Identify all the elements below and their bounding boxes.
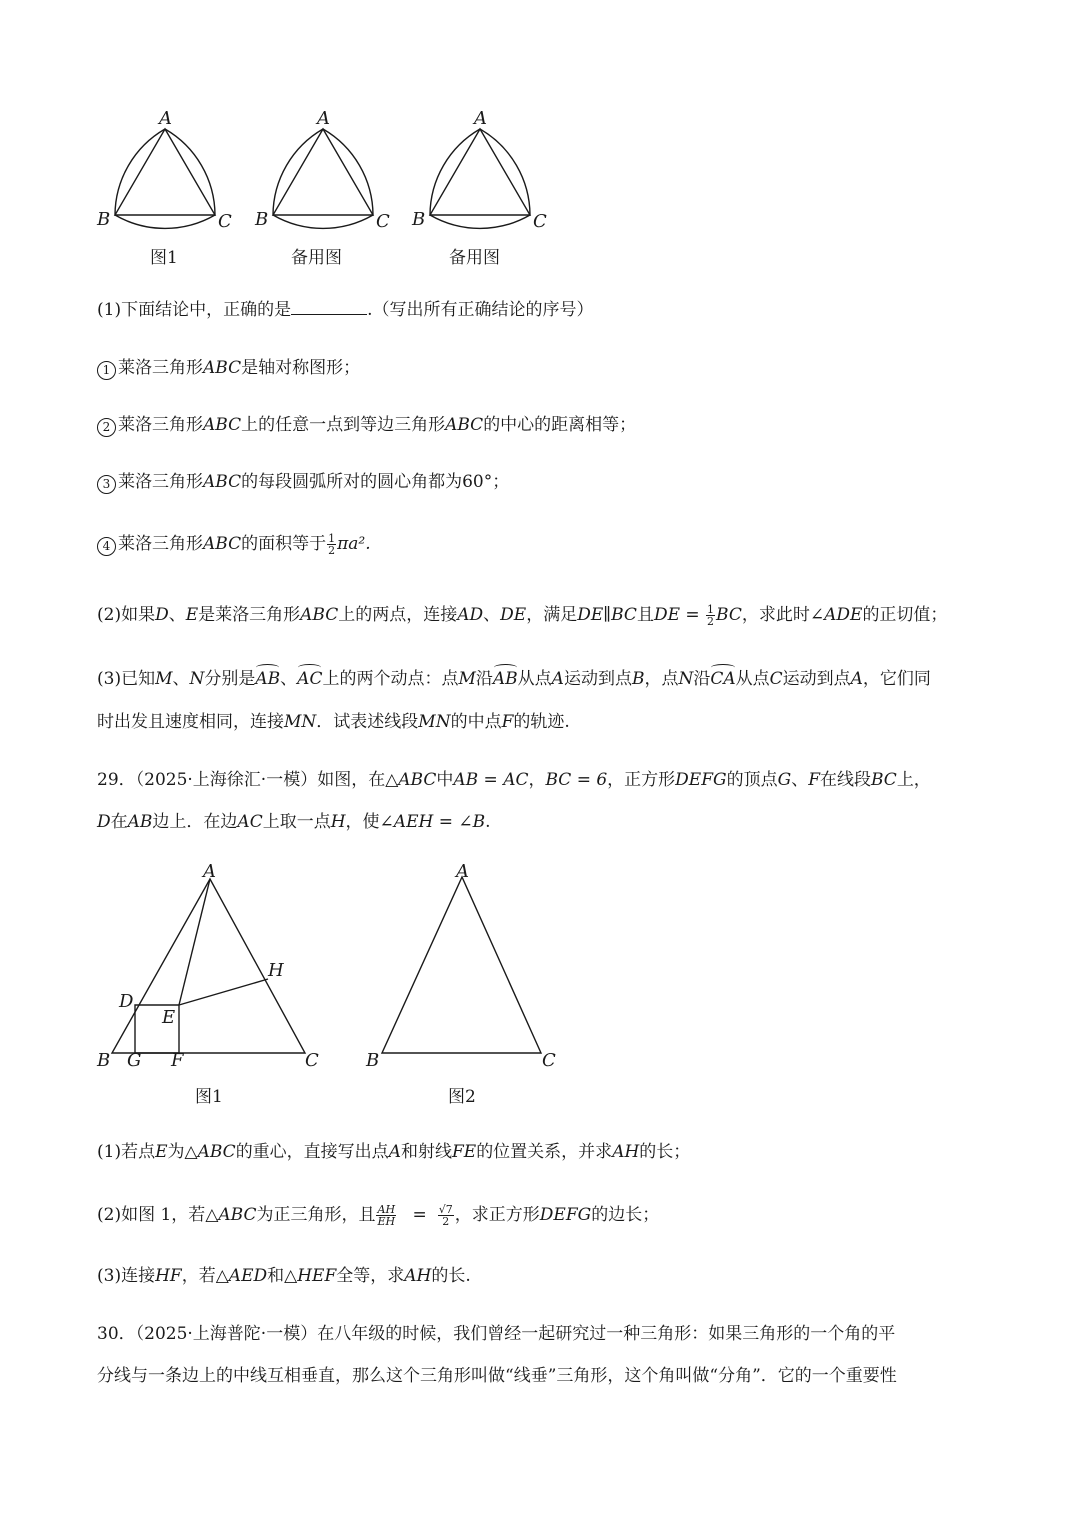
label-c: C (533, 211, 547, 232)
p29-figure-2 (365, 861, 556, 1071)
label-a: A (203, 861, 216, 882)
segment-eh (179, 979, 268, 1005)
label-a: A (456, 861, 469, 882)
label-b: B (412, 209, 426, 230)
p28-q3-line1: (3)已知M、N分别是AB、AC上的两个动点：点M沿AB从点A运动到点B，点N沿CA从点C运动到点A，它们同 (97, 669, 931, 689)
label-e: E (162, 1007, 176, 1028)
label-f: F (171, 1050, 184, 1071)
label-b: B (366, 1050, 380, 1071)
label-b: B (255, 209, 269, 230)
p29-caption-fig2: 图2 (448, 1087, 476, 1107)
p29-figure-1 (96, 861, 319, 1071)
p28-q1: (1)下面结论中，正确的是 .（写出所有正确结论的序号） (97, 300, 594, 320)
label-h: H (268, 960, 284, 981)
caption-fig1: 图1 (150, 248, 178, 268)
label-c: C (376, 211, 390, 232)
reuleaux-figure-1 (96, 108, 232, 232)
label-c: C (305, 1050, 319, 1071)
p28-q3-line2: 时出发且速度相同，连接MN．试表述线段MN的中点F的轨迹. (97, 712, 570, 732)
p29-figures (90, 855, 570, 1075)
label-c: C (218, 211, 232, 232)
fraction-half: $\frac{1}{2}$ (707, 603, 715, 628)
triangle-abc-2 (382, 877, 541, 1053)
reuleaux-outline (115, 129, 215, 228)
label-a: A (159, 108, 172, 129)
p29-q2: (2)如图 1，若△ABC为正三角形，且 $\frac{AH}{EH}$ = $\frac{√7}{2}$ ，求正方形DEFG的边长； (97, 1203, 660, 1228)
p29-line2: D在AB边上．在边AC上取一点H，使∠AEH = ∠B. (97, 812, 491, 832)
label-b: B (97, 209, 111, 230)
reuleaux-figure-3 (411, 108, 547, 232)
fraction-root7-2: $\frac{√7}{2}$ (438, 1203, 453, 1228)
p30-line2: 分线与一条边上的中线互相垂直，那么这个三角形叫做“线垂”三角形，这个角叫做“分角”．它的一个重要性 (97, 1366, 897, 1386)
segment-ae (179, 879, 210, 1005)
label-a: A (317, 108, 330, 129)
fraction-half: $\frac{1}{2}$ (328, 532, 336, 557)
inner-triangle (115, 129, 215, 215)
p30-line1: 30．（2025·上海普陀·一模）在八年级的时候，我们曾经一起研究过一种三角形：如果三角形的一个角的平 (97, 1324, 896, 1344)
p29-q1: (1)若点E为△ABC的重心，直接写出点A和射线FE的位置关系，并求AH的长； (97, 1142, 691, 1162)
answer-blank[interactable] (291, 300, 367, 315)
p28-item-1: 1 莱洛三角形ABC是轴对称图形； (97, 356, 360, 380)
p28-item-3: 3 莱洛三角形ABC的每段圆弧所对的圆心角都为60°； (97, 470, 509, 494)
p29-caption-fig1: 图1 (195, 1087, 223, 1107)
caption-backup-1: 备用图 (291, 248, 342, 268)
p28-item-4: 4 莱洛三角形ABC的面积等于 $\frac{1}{2}$ πa². (97, 532, 371, 556)
label-d: D (119, 991, 134, 1012)
reuleaux-figure-2 (254, 108, 390, 232)
p29-q3: (3)连接HF，若△AED和△HEF全等，求AH的长. (97, 1266, 471, 1286)
inner-triangle (430, 129, 530, 215)
fraction-ah-eh: $\frac{AH}{EH}$ (377, 1203, 396, 1228)
p28-item-2: 2 莱洛三角形ABC上的任意一点到等边三角形ABC的中心的距离相等； (97, 413, 636, 437)
reuleaux-outline (273, 129, 373, 228)
inner-triangle (273, 129, 373, 215)
reuleaux-outline (430, 129, 530, 228)
label-b: B (97, 1050, 111, 1071)
label-c: C (542, 1050, 556, 1071)
caption-backup-2: 备用图 (449, 248, 500, 268)
p29-header: 29．（2025·上海徐汇·一模）如图，在△ABC中AB = AC，BC = 6，正方形DEFG的顶点G、F在线段BC上， (97, 770, 931, 790)
label-a: A (474, 108, 487, 129)
label-g: G (127, 1050, 142, 1071)
p28-q2: (2)如果D、E是莱洛三角形ABC上的两点，连接AD、DE，满足DE∥BC且DE = $\frac{1}{2}$ BC，求此时∠ADE的正切值； (97, 603, 948, 628)
